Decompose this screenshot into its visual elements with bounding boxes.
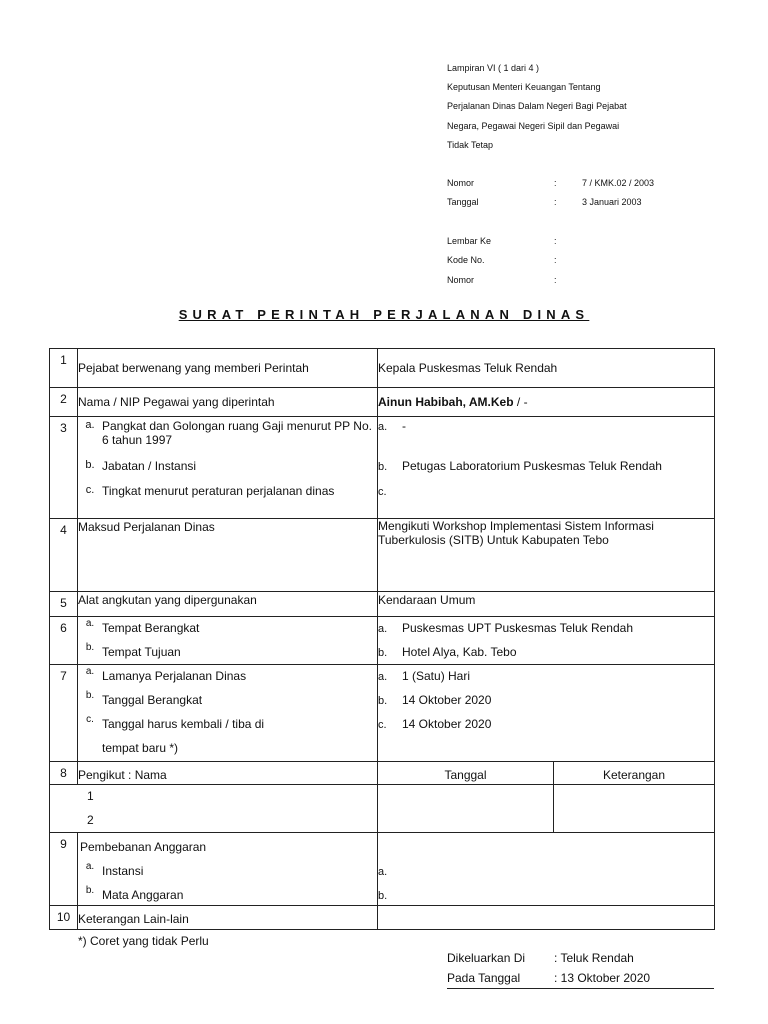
sub-letter: b. [85,885,95,896]
sub-letter: c. [85,484,95,496]
sub-letter: a. [378,421,388,433]
tanggal-value: 3 Januari 2003 [582,197,642,207]
sub-letter: b. [85,642,95,653]
sub-label: Tanggal harus kembali / tiba di [102,717,265,731]
sub-value-b [378,459,714,484]
sub-letter: b. [85,690,95,701]
row-num: 5 [50,592,78,617]
nomor2-label: Nomor [447,275,475,285]
sub-letter: a. [378,866,388,878]
sub-letter: a. [85,419,95,431]
pada-tanggal-label: Pada Tanggal [447,971,521,985]
row-label [78,417,378,519]
sub-label: Instansi [102,864,144,878]
row-num: 2 [50,388,78,417]
spd-table [49,348,715,930]
sub-label: Tempat Berangkat [102,621,200,635]
document-title: SURAT PERINTAH PERJALANAN DINAS [178,307,590,322]
pengikut-keterangan [554,785,715,833]
row-num: 9 [50,833,78,906]
row-label [78,617,378,665]
row-value [378,833,715,906]
sub-value: - [402,419,406,433]
employee-nip: / - [513,395,528,409]
header-line-2: Keputusan Menteri Keuangan Tentang [447,82,601,92]
kode-label: Kode No. [447,255,485,265]
row-num: 1 [50,349,78,388]
nomor2-colon: : [554,275,557,285]
row-label: Pejabat berwenang yang memberi Perintah [78,349,378,388]
sub-value: 1 (Satu) Hari [402,669,471,683]
sub-value-c [378,717,714,731]
row-value: Kepala Puskesmas Teluk Rendah [378,349,715,388]
row-label: Keterangan Lain-lain [78,906,378,930]
row-7 [50,665,715,762]
sub-letter: b. [378,695,388,707]
header-line-1: Lampiran VI ( 1 dari 4 ) [447,63,540,73]
row-value [378,906,715,930]
lembar-colon: : [554,236,557,246]
sub-letter: b. [378,890,388,902]
header-line-5: Tidak Tetap [447,140,494,150]
row-num: 4 [50,519,78,592]
sub-letter: a. [85,618,95,629]
sub-value: Petugas Laboratorium Puskesmas Teluk Rendah [402,459,662,473]
dikeluarkan-value: : Teluk Rendah [554,951,634,965]
sub-letter: b. [378,461,388,473]
sub-value: 14 Oktober 2020 [402,717,492,731]
sub-letter: a. [85,666,95,677]
kode-colon: : [554,255,557,265]
sub-item-b [78,642,377,659]
sub-value: Puskesmas UPT Puskesmas Teluk Rendah [402,621,633,635]
sub-value-c [378,484,714,498]
sub-item-c [78,714,377,741]
row-4 [50,519,715,592]
pada-tanggal-value: : 13 Oktober 2020 [554,971,651,985]
row-label [78,665,378,762]
sub-label: tempat baru *) [102,741,179,755]
sub-label: Tempat Tujuan [102,645,181,659]
row-value [378,617,715,665]
sub-value-a [378,669,714,693]
sub-value-b [378,645,714,659]
pengikut-item: 2 [87,813,94,827]
pengikut-tanggal [378,785,554,833]
row-value [378,388,715,417]
header-line-3: Perjalanan Dinas Dalam Negeri Bagi Pejabat [447,101,627,111]
tanggal-label: Tanggal [447,197,479,207]
sub-value-b [378,693,714,717]
row-6 [50,617,715,665]
sub-letter: c. [378,486,387,498]
lembar-label: Lembar Ke [447,236,492,246]
employee-name: Ainun Habibah, AM.Keb [378,395,514,409]
row-3 [50,417,715,519]
sub-item-b [78,885,377,902]
tanggal-colon: : [554,197,557,207]
footer-divider [447,988,714,989]
sub-label: Jabatan / Instansi [102,459,197,473]
sub-value-a [378,621,714,645]
sub-label: Tingkat menurut peraturan perjalanan dinas [102,484,335,498]
row-9 [50,833,715,906]
sub-label: Pangkat dan Golongan ruang Gaji menurut PP No. 6 tahun 1997 [102,419,372,447]
row-value [378,417,715,519]
nomor-value: 7 / KMK.02 / 2003 [582,178,655,188]
sub-value-a [378,864,714,888]
row-10 [50,906,715,930]
row-5 [50,592,715,617]
sub-letter: c. [378,719,387,731]
sub-letter: a. [378,671,388,683]
row-label: Nama / NIP Pegawai yang diperintah [78,388,378,417]
sub-value: Hotel Alya, Kab. Tebo [402,645,517,659]
pengikut-names [50,785,378,833]
sub-item-a [78,618,377,645]
row-label [78,833,378,906]
pengikut-item: 1 [87,789,94,803]
row-label: Alat angkutan yang dipergunakan [78,592,378,617]
row-2 [50,388,715,417]
sub-letter: a. [378,623,388,635]
col-tanggal-header: Tanggal [378,762,554,785]
sub-letter: b. [378,647,388,659]
sub-letter: c. [86,714,94,725]
row-num: 10 [50,906,78,930]
row-value: Kendaraan Umum [378,592,715,617]
row-value [378,665,715,762]
sub-label: Mata Anggaran [102,888,184,902]
row-label: Pengikut : Nama [78,762,378,785]
sub-letter: b. [85,459,95,471]
sub-item-b [78,690,377,717]
header-line-4: Negara, Pegawai Negeri Sipil dan Pegawai [447,121,620,131]
row-num: 3 [50,417,78,519]
sub-label: Tanggal Berangkat [102,693,203,707]
sub-item-a [78,861,377,888]
nomor-label: Nomor [447,178,475,188]
sub-item-a [78,666,377,693]
sub-value-a [378,419,714,459]
row-num: 8 [50,762,78,785]
nomor-colon: : [554,178,557,188]
sub-label: Lamanya Perjalanan Dinas [102,669,247,683]
sub-item-c-cont [78,741,377,755]
col-keterangan-header: Keterangan [554,762,715,785]
row-8 [50,762,715,785]
row-num: 7 [50,665,78,762]
sub-value-b [378,888,714,902]
sub-item-a [78,419,377,459]
sub-item-b [78,459,377,484]
sub-item-c [78,484,377,498]
footnote: *) Coret yang tidak Perlu [78,934,209,948]
sub-letter: a. [85,861,95,872]
row-1 [50,349,715,388]
sub-heading: Pembebanan Anggaran [80,840,207,854]
sub-value: 14 Oktober 2020 [402,693,492,707]
row-value: Mengikuti Workshop Implementasi Sistem Informasi Tuberkulosis (SITB) Untuk Kabupaten Tebo [378,519,715,592]
row-8-pengikut-list [50,785,715,833]
row-num: 6 [50,617,78,665]
row-label: Maksud Perjalanan Dinas [78,519,378,592]
dikeluarkan-label: Dikeluarkan Di [447,951,526,965]
